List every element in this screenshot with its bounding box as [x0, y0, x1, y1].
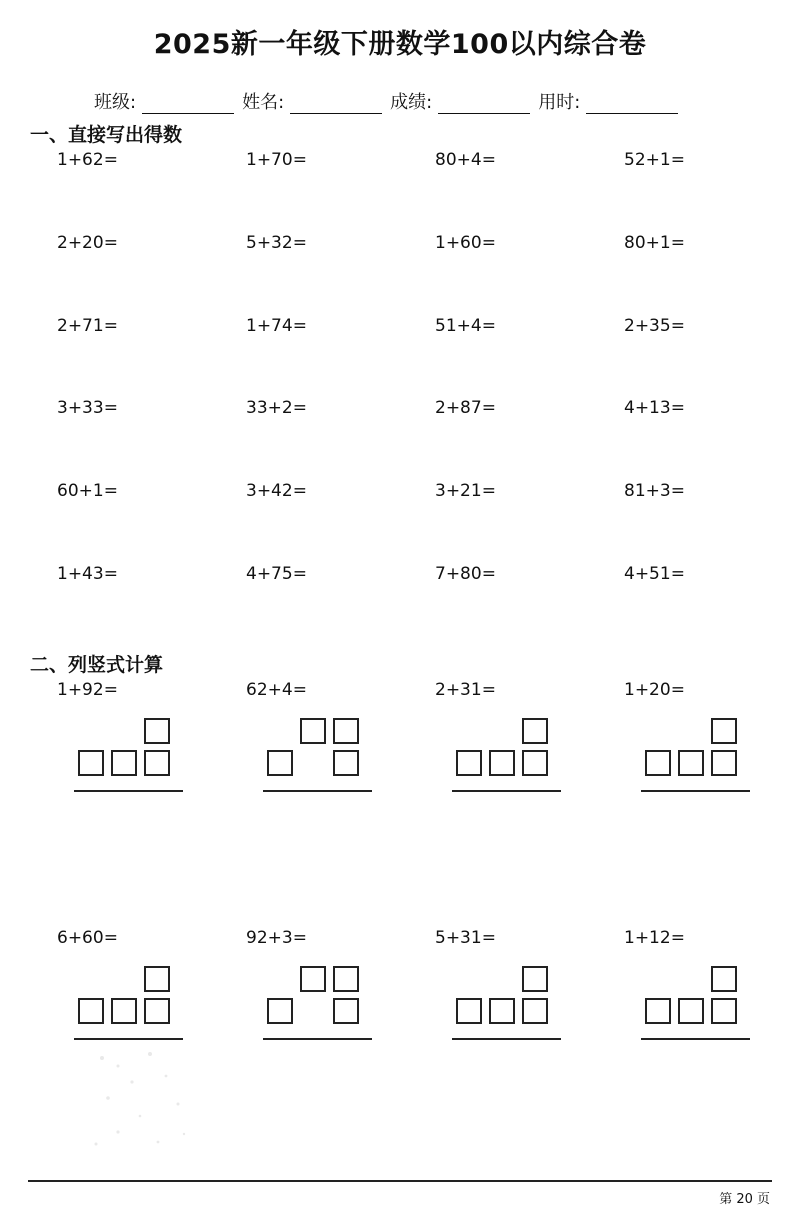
answer-box[interactable] [300, 718, 326, 744]
class-field [94, 88, 234, 114]
answer-box[interactable] [522, 998, 548, 1024]
page-number: 第 20 页 [719, 1192, 770, 1207]
class-label: 班级: [94, 92, 137, 113]
answer-box[interactable] [144, 998, 170, 1024]
vertical-problem-label: 62+4= [246, 680, 307, 700]
answer-box[interactable] [522, 718, 548, 744]
answer-box[interactable] [456, 998, 482, 1024]
answer-box[interactable] [678, 998, 704, 1024]
answer-box[interactable] [78, 998, 104, 1024]
oral-problem: 80+4= [435, 150, 496, 170]
answer-box[interactable] [711, 750, 737, 776]
vertical-problem-label: 1+20= [624, 680, 685, 700]
oral-problem: 80+1= [624, 233, 685, 253]
vertical-problem-label: 5+31= [435, 928, 496, 948]
footer-divider [28, 1180, 772, 1182]
score-blank[interactable] [438, 95, 530, 114]
vertical-problem-label: 1+92= [57, 680, 118, 700]
oral-problem: 2+20= [57, 233, 118, 253]
oral-problem: 5+32= [246, 233, 307, 253]
paper-smudge [88, 1046, 198, 1156]
answer-box[interactable] [678, 750, 704, 776]
score-label: 成绩: [390, 92, 433, 113]
time-field [538, 88, 678, 114]
class-blank[interactable] [142, 95, 234, 114]
oral-problem: 3+21= [435, 481, 496, 501]
page-title: 2025新一年级下册数学100以内综合卷 [153, 29, 647, 60]
answer-box[interactable] [333, 750, 359, 776]
sum-underline [452, 790, 561, 792]
oral-problem: 1+62= [57, 150, 118, 170]
vertical-problem-label: 92+3= [246, 928, 307, 948]
answer-box[interactable] [711, 718, 737, 744]
answer-box[interactable] [300, 966, 326, 992]
answer-box[interactable] [522, 750, 548, 776]
time-blank[interactable] [586, 95, 678, 114]
vertical-problem-label: 6+60= [57, 928, 118, 948]
score-field [390, 88, 530, 114]
oral-problem: 4+51= [624, 564, 685, 584]
answer-box[interactable] [645, 998, 671, 1024]
oral-problem: 3+42= [246, 481, 307, 501]
vertical-problem-label: 1+12= [624, 928, 685, 948]
section2-title: 二、列竖式计算 [30, 654, 164, 676]
oral-problem: 51+4= [435, 316, 496, 336]
sum-underline [263, 1038, 372, 1040]
oral-problem: 4+13= [624, 398, 685, 418]
answer-box[interactable] [144, 718, 170, 744]
oral-problem: 7+80= [435, 564, 496, 584]
sum-underline [641, 790, 750, 792]
answer-box[interactable] [111, 998, 137, 1024]
oral-problem: 4+75= [246, 564, 307, 584]
answer-box[interactable] [333, 998, 359, 1024]
answer-box[interactable] [78, 750, 104, 776]
oral-problem: 2+87= [435, 398, 496, 418]
name-label: 姓名: [242, 92, 285, 113]
answer-box[interactable] [489, 750, 515, 776]
oral-problem: 1+43= [57, 564, 118, 584]
answer-box[interactable] [711, 998, 737, 1024]
answer-box[interactable] [333, 718, 359, 744]
section1-title: 一、直接写出得数 [30, 124, 183, 146]
name-blank[interactable] [290, 95, 382, 114]
vertical-problem-label: 2+31= [435, 680, 496, 700]
answer-box[interactable] [333, 966, 359, 992]
oral-problem: 60+1= [57, 481, 118, 501]
sum-underline [263, 790, 372, 792]
name-field [242, 88, 382, 114]
oral-problem: 52+1= [624, 150, 685, 170]
time-label: 用时: [538, 92, 581, 113]
sum-underline [74, 790, 183, 792]
oral-problem: 81+3= [624, 481, 685, 501]
answer-box[interactable] [267, 750, 293, 776]
answer-box[interactable] [456, 750, 482, 776]
oral-problem: 1+70= [246, 150, 307, 170]
oral-problem: 3+33= [57, 398, 118, 418]
answer-box[interactable] [489, 998, 515, 1024]
sum-underline [641, 1038, 750, 1040]
oral-problem: 33+2= [246, 398, 307, 418]
answer-box[interactable] [144, 966, 170, 992]
sum-underline [452, 1038, 561, 1040]
oral-problem: 1+74= [246, 316, 307, 336]
answer-box[interactable] [522, 966, 548, 992]
oral-problem: 2+71= [57, 316, 118, 336]
answer-box[interactable] [144, 750, 170, 776]
oral-problem: 1+60= [435, 233, 496, 253]
sum-underline [74, 1038, 183, 1040]
answer-box[interactable] [267, 998, 293, 1024]
student-info-row [94, 88, 686, 114]
answer-box[interactable] [711, 966, 737, 992]
answer-box[interactable] [111, 750, 137, 776]
oral-problem: 2+35= [624, 316, 685, 336]
answer-box[interactable] [645, 750, 671, 776]
